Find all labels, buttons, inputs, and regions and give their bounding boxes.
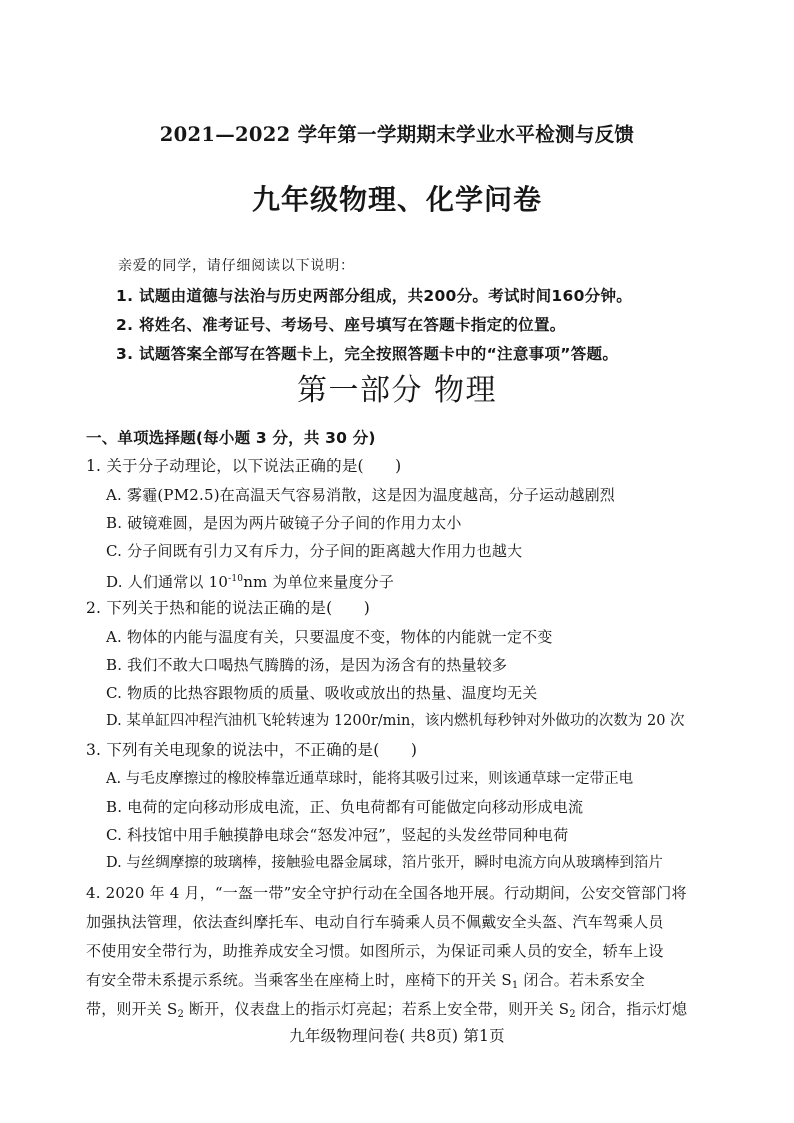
question-1-option-a: A. 雾霾(PM2.5)在高温天气容易消散，这是因为温度越高，分子运动越剧烈	[106, 486, 615, 504]
exam-title: 九年级物理、化学问卷	[251, 183, 542, 216]
question-1-stem: 1. 关于分子动理论，以下说法正确的是( )	[86, 457, 402, 475]
notice-intro: 亲爱的同学，请仔细阅读以下说明：	[118, 258, 355, 274]
exam-header: 2021—2022 学年第一学期期末学业水平检测与反馈	[159, 123, 635, 146]
question-3-option-a: A. 与毛皮摩擦过的橡胶棒靠近通草球时，能将其吸引过来，则该通草球一定带正电	[106, 771, 634, 787]
question-2-stem: 2. 下列关于热和能的说法正确的是( )	[86, 599, 371, 617]
question-2-option-a: A. 物体的内能与温度有关，只要温度不变，物体的内能就一定不变	[106, 628, 553, 646]
notice-item-2: 2. 将姓名、准考证号、考场号、座号填写在答题卡指定的位置。	[116, 316, 566, 334]
question-2-option-d: D. 某单缸四冲程汽油机飞轮转速为 1200r/min，该内燃机每秒钟对外做功的次数为 20 次	[106, 713, 685, 729]
question-3-option-b: B. 电荷的定向移动形成电流，正、负电荷都有可能做定向移动形成电流	[106, 798, 584, 816]
notice-item-1: 1. 试题由道德与法治与历史两部分组成，共200分。考试时间160分钟。	[116, 287, 633, 305]
notice-item-3: 3. 试题答案全部写在答题卡上，完全按照答题卡中的“注意事项”答题。	[116, 345, 619, 363]
question-1-option-d: D. 人们通常以 $10^{-10}nm$ 为单位来量度分子	[106, 573, 395, 591]
question-3-option-d: D. 与丝绸摩擦的玻璃棒，接触验电器金属球，箔片张开，瞬时电流方向从玻璃棒到箔片	[106, 855, 663, 871]
question-2-option-c: C. 物质的比热容跟物质的质量、吸收或放出的热量、温度均无关	[106, 684, 538, 702]
question-1-option-b: B. 破镜难圆，是因为两片破镜子分子间的作用力太小	[106, 514, 462, 532]
question-1-option-c: C. 分子间既有引力又有斥力，分子间的距离越大作用力也越大	[106, 542, 523, 560]
question-3-stem: 3. 下列有关电现象的说法中，不正确的是( )	[86, 741, 418, 759]
section-title: 一、单项选择题(每小题 3 分，共 30 分)	[86, 429, 376, 447]
question-4-line-4: 有安全带未系提示系统。当乘客坐在座椅上时，座椅下的开关 $S_1$ 闭合。若未系安全	[86, 971, 645, 991]
question-4-line-3: 不使用安全带行为，助推养成安全习惯。如图所示，为保证司乘人员的安全，轿车上设	[86, 942, 664, 960]
page-footer: 九年级物理问卷( 共8页) 第1页	[289, 1027, 505, 1045]
part-title: 第一部分 物理	[296, 373, 498, 408]
question-4-line-1: 4. 2020 年 4 月，“一盔一带”安全守护行动在全国各地开展。行动期间，公安交管部门将	[86, 884, 687, 902]
question-4-line-5: 带，则开关 $S_2$ 断开，仪表盘上的指示灯亮起；若系上安全带，则开关 $S_2$ 闭合，指示灯熄	[86, 1000, 688, 1020]
question-4-line-2: 加强执法管理，依法查纠摩托车、电动自行车骑乘人员不佩戴安全头盔、汽车驾乘人员	[86, 913, 664, 931]
question-2-option-b: B. 我们不敢大口喝热气腾腾的汤，是因为汤含有的热量较多	[106, 656, 508, 674]
question-3-option-c: C. 科技馆中用手触摸静电球会“怒发冲冠”，竖起的头发丝带同种电荷	[106, 826, 569, 844]
